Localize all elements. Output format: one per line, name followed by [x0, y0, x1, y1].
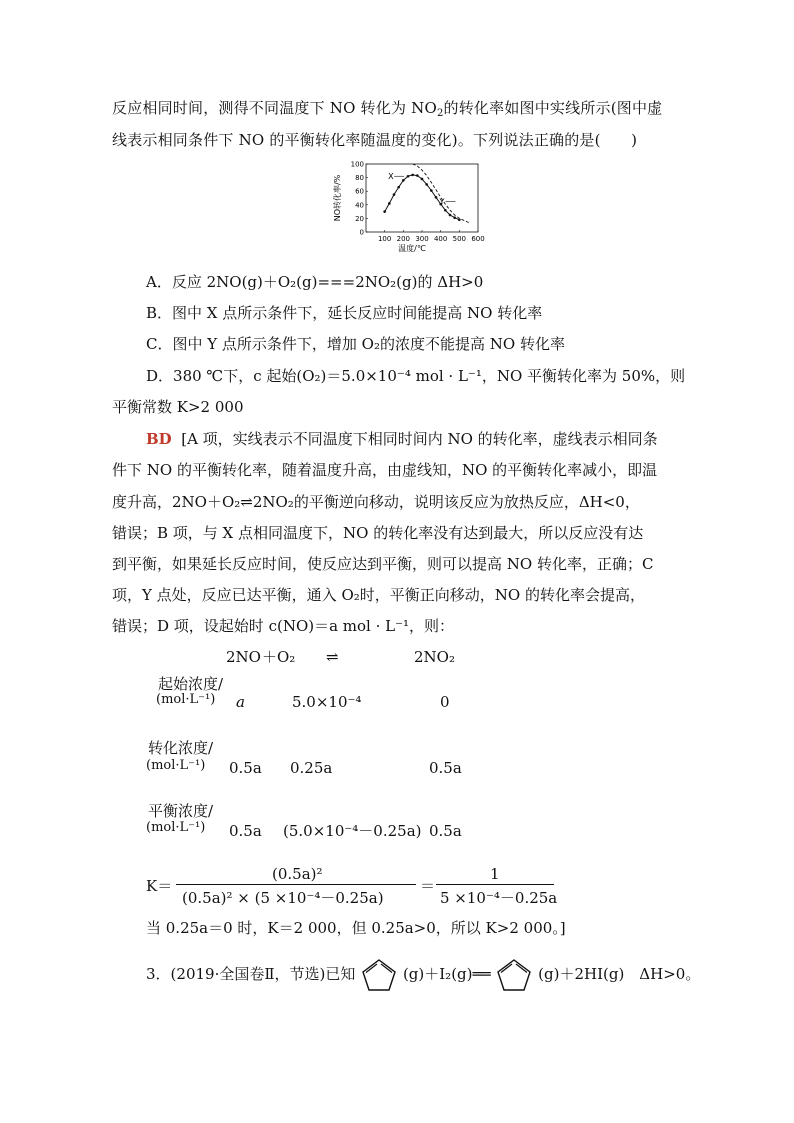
conclusion-line: 当 0.25a＝0 时，K＝2 000，但 0.25a>0，所以 K>2 000。] [146, 919, 566, 937]
data-point [430, 189, 433, 192]
y-tick-label: 20 [355, 214, 364, 223]
solution-line-2: 件下 NO 的平衡转化率，随着温度升高，由虚线知，NO 的平衡转化率减小，即温 [112, 461, 658, 479]
data-point [421, 178, 424, 181]
fraction-bar-1 [176, 884, 416, 885]
row3-label: 平衡浓度/ [148, 802, 214, 820]
row3-unit: (mol·L⁻¹) [146, 820, 206, 835]
x-tick-label: 100 [377, 235, 392, 243]
row1-v3: 0 [440, 693, 450, 711]
row3-v3: 0.5a [429, 822, 462, 840]
fraction-bar-2 [436, 884, 554, 885]
data-point [407, 175, 410, 178]
x-tick-label: 300 [415, 235, 429, 243]
row3-v1: 0.5a [229, 822, 262, 840]
row1-v1: a [236, 693, 245, 711]
option-b: B．图中 X 点所示条件下，延长反应时间能提高 NO 转化率 [146, 304, 543, 322]
data-point [425, 183, 428, 186]
chart-axes [366, 164, 478, 232]
x-tick-label: 200 [396, 235, 411, 243]
x-axis-label: 温度/℃ [398, 244, 426, 253]
row1-v2: 5.0×10⁻⁴ [292, 693, 362, 711]
x-tick-label: 400 [433, 235, 448, 243]
row1-label: 起始浓度/ [158, 675, 224, 693]
row2-v2: 0.25a [290, 759, 333, 777]
row2-unit: (mol·L⁻¹) [146, 758, 206, 773]
y-tick-label: 0 [359, 228, 364, 237]
solution-line-1: BD [A 项，实线表示不同温度下相同时间内 NO 的转化率，虚线表示相同条 [146, 430, 658, 448]
table-header-o2: ＋O₂ [262, 648, 296, 666]
table-header-2no: 2NO [226, 648, 261, 666]
annotation-y: Y [439, 197, 445, 207]
table-header-arrow: ⇌ [326, 648, 339, 666]
y-tick-label: 60 [355, 187, 364, 196]
solution-line-7: 错误；D 项，设起始时 c(NO)＝a mol · L⁻¹，则： [112, 617, 455, 635]
table-header-2no2: 2NO₂ [414, 648, 455, 666]
conversion-chart [330, 160, 490, 262]
row1-unit: (mol·L⁻¹) [156, 692, 216, 707]
data-point [397, 186, 400, 189]
formula-den-2: 5 ×10⁻⁴－0.25a [440, 889, 558, 907]
option-c: C．图中 Y 点所示条件下，增加 O₂的浓度不能提高 NO 转化率 [146, 335, 565, 353]
answer-badge: BD [146, 430, 172, 448]
cyclopentadiene-ring-icon-2 [495, 958, 533, 992]
x-tick-label: 600 [471, 235, 485, 243]
chart-annotations [388, 172, 455, 206]
data-point [435, 196, 438, 199]
cyclopentadiene-ring-icon [360, 958, 398, 992]
y-tick-label: 100 [350, 160, 364, 169]
y-ticks [351, 161, 368, 237]
data-point [449, 214, 452, 217]
stem-line-1: 反应相同时间，测得不同温度下 NO 转化为 $NO_2$的转化率如图中实线所示(图中虚 [112, 99, 663, 119]
data-point [416, 174, 419, 177]
option-a: A．反应 2NO(g)＋O₂(g)===2NO₂(g)的 ΔH>0 [146, 273, 484, 291]
row2-label: 转化浓度/ [148, 739, 214, 757]
row2-v3: 0.5a [429, 759, 462, 777]
data-point [411, 174, 414, 177]
data-point [402, 179, 405, 182]
stem-line-2: 线表示相同条件下 NO 的平衡转化率随温度的变化)。下列说法正确的是( ) [112, 131, 638, 149]
y-tick-label: 80 [355, 174, 364, 183]
solution-line-4: 错误；B 项，与 X 点相同温度下，NO 的转化率没有达到最大，所以反应没有达 [112, 524, 644, 542]
y-tick-label: 40 [355, 201, 364, 210]
data-point [393, 193, 396, 196]
plot-frame [366, 164, 478, 232]
series-dashed-line [413, 164, 469, 223]
row2-v1: 0.5a [229, 759, 262, 777]
y-axis-label: NO转化率/% [333, 174, 342, 222]
x-tick-label: 500 [452, 235, 467, 243]
formula-den-1: (0.5a)² × (5 ×10⁻⁴－0.25a) [182, 889, 384, 907]
formula-k: K＝ [146, 877, 173, 895]
series-solid-line [385, 175, 460, 220]
option-d-line-1: D．380 ℃下，c 起始(O₂)＝5.0×10⁻⁴ mol · L⁻¹，NO 平衡转化率为 50%，则 [146, 367, 686, 385]
option-d-line-2: 平衡常数 K>2 000 [112, 398, 244, 416]
annotation-x: X [388, 172, 394, 182]
formula-equals: ＝ [420, 877, 436, 895]
data-point [444, 209, 447, 212]
data-point [388, 202, 391, 205]
data-point [453, 216, 456, 219]
solution-line-5: 到平衡，如果延长反应时间，使反应达到平衡，则可以提高 NO 转化率，正确；C [112, 555, 654, 573]
data-point [383, 210, 386, 213]
question-3-line: 3．(2019·全国卷Ⅱ，节选)已知 (g)＋I₂(g)══ (g)＋2HI(g) ΔH>0。 [146, 958, 700, 992]
formula-num-2: 1 [490, 865, 500, 883]
formula-num-1: (0.5a)² [272, 865, 323, 883]
row3-v2: (5.0×10⁻⁴－0.25a) [283, 822, 422, 840]
solution-line-6: 项，Y 点处，反应已达平衡，通入 O₂时，平衡正向移动，NO 的转化率会提高， [112, 586, 645, 604]
solution-line-3: 度升高，2NO＋O₂⇌2NO₂的平衡逆向移动，说明该反应为放热反应，ΔH<0， [112, 493, 640, 511]
